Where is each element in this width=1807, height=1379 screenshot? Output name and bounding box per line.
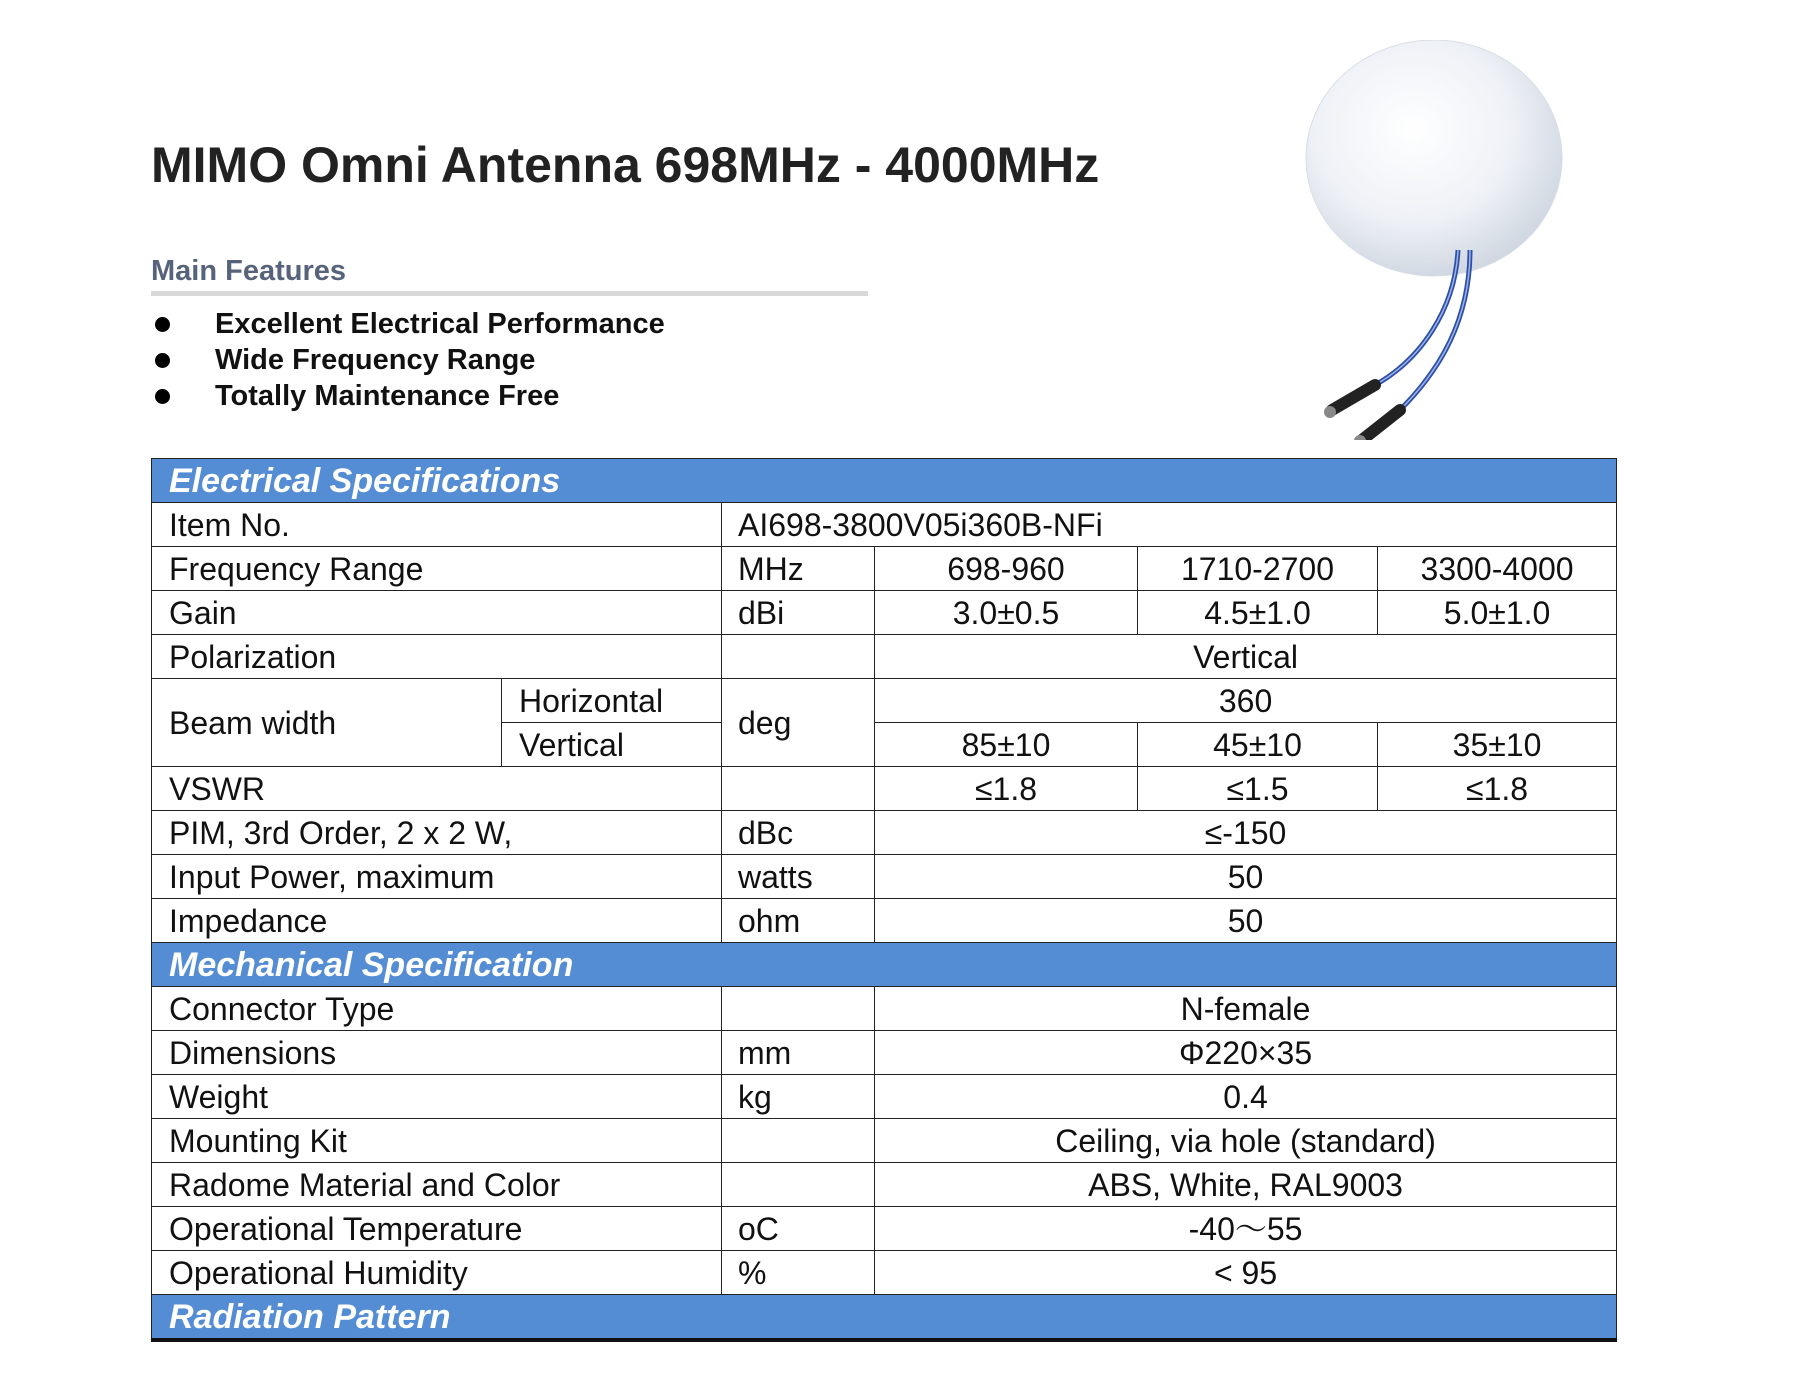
row-unit: deg: [722, 679, 875, 767]
table-row: [152, 855, 1617, 899]
vertical-beam-value: 45±10: [1138, 723, 1378, 767]
section-title: Radiation Pattern: [152, 1295, 1617, 1341]
features-heading: Main Features: [151, 255, 346, 287]
row-value: ABS, White, RAL9003: [875, 1163, 1617, 1207]
row-sublabel: Vertical: [502, 723, 722, 767]
vertical-beam-value: 85±10: [875, 723, 1138, 767]
gain-value: 4.5±1.0: [1138, 591, 1378, 635]
features-divider: [151, 291, 868, 296]
row-label: Operational Humidity: [152, 1251, 722, 1295]
table-row: [152, 503, 1617, 547]
vswr-value: ≤1.5: [1138, 767, 1378, 811]
section-header-radiation: [152, 1295, 1617, 1341]
section-header-electrical: [152, 459, 1617, 503]
row-label: Operational Temperature: [152, 1207, 722, 1251]
row-unit: watts: [722, 855, 875, 899]
antenna-product-image: [1290, 40, 1570, 440]
feature-text: Excellent Electrical Performance: [215, 308, 665, 340]
feature-text: Wide Frequency Range: [215, 344, 536, 376]
vertical-beam-value: 35±10: [1378, 723, 1617, 767]
table-row: [152, 1207, 1617, 1251]
row-label: Radome Material and Color: [152, 1163, 722, 1207]
row-unit: [722, 635, 875, 679]
row-label: Polarization: [152, 635, 722, 679]
vswr-value: ≤1.8: [875, 767, 1138, 811]
row-sublabel: Horizontal: [502, 679, 722, 723]
row-value: < 95: [875, 1251, 1617, 1295]
table-row: [152, 547, 1617, 591]
section-title: Electrical Specifications: [152, 459, 1617, 503]
frequency-band-value: 1710-2700: [1138, 547, 1378, 591]
row-label: Mounting Kit: [152, 1119, 722, 1163]
bullet-icon: [155, 389, 170, 404]
table-row: [152, 987, 1617, 1031]
vswr-value: ≤1.8: [1378, 767, 1617, 811]
table-row: [152, 811, 1617, 855]
gain-value: 3.0±0.5: [875, 591, 1138, 635]
row-label: Dimensions: [152, 1031, 722, 1075]
page-title: MIMO Omni Antenna 698MHz - 4000MHz: [151, 137, 1100, 193]
table-row: [152, 1031, 1617, 1075]
row-value: N-female: [875, 987, 1617, 1031]
bullet-icon: [155, 353, 170, 368]
row-value: Ceiling, via hole (standard): [875, 1119, 1617, 1163]
polarization-value: Vertical: [875, 635, 1617, 679]
gain-value: 5.0±1.0: [1378, 591, 1617, 635]
row-unit: %: [722, 1251, 875, 1295]
row-unit: [722, 987, 875, 1031]
bullet-icon: [155, 317, 170, 332]
row-unit: dBc: [722, 811, 875, 855]
row-value: Φ220×35: [875, 1031, 1617, 1075]
spec-table: [151, 458, 1617, 1342]
table-row: [152, 591, 1617, 635]
table-row: [152, 1251, 1617, 1295]
impedance-value: 50: [875, 899, 1617, 943]
table-row: [152, 635, 1617, 679]
table-row: [152, 1075, 1617, 1119]
row-unit: [722, 1163, 875, 1207]
row-unit: MHz: [722, 547, 875, 591]
row-label: Item No.: [152, 503, 722, 547]
table-row: [152, 1119, 1617, 1163]
pim-value: ≤-150: [875, 811, 1617, 855]
row-label: PIM, 3rd Order, 2 x 2 W,: [152, 811, 722, 855]
row-label: Beam width: [152, 679, 502, 767]
feature-item: [151, 306, 665, 342]
features-list: [151, 306, 665, 414]
item-number-value: AI698-3800V05i360B-NFi: [722, 503, 1617, 547]
row-label: Frequency Range: [152, 547, 722, 591]
row-label: Gain: [152, 591, 722, 635]
row-label: Weight: [152, 1075, 722, 1119]
feature-item: [151, 378, 665, 414]
row-value: -40～55: [875, 1207, 1617, 1251]
feature-text: Totally Maintenance Free: [215, 380, 560, 412]
table-row: [152, 679, 1617, 723]
row-label: Connector Type: [152, 987, 722, 1031]
table-row: [152, 1163, 1617, 1207]
input-power-value: 50: [875, 855, 1617, 899]
feature-item: [151, 342, 665, 378]
row-unit: [722, 1119, 875, 1163]
table-row: [152, 767, 1617, 811]
horizontal-beam-value: 360: [875, 679, 1617, 723]
row-unit: oC: [722, 1207, 875, 1251]
section-title: Mechanical Specification: [152, 943, 1617, 987]
section-header-mechanical: [152, 943, 1617, 987]
row-unit: ohm: [722, 899, 875, 943]
frequency-band-value: 698-960: [875, 547, 1138, 591]
row-unit: [722, 767, 875, 811]
row-label: Input Power, maximum: [152, 855, 722, 899]
row-value: 0.4: [875, 1075, 1617, 1119]
row-label: Impedance: [152, 899, 722, 943]
row-unit: mm: [722, 1031, 875, 1075]
row-label: VSWR: [152, 767, 722, 811]
table-row: [152, 899, 1617, 943]
row-unit: dBi: [722, 591, 875, 635]
frequency-band-value: 3300-4000: [1378, 547, 1617, 591]
row-unit: kg: [722, 1075, 875, 1119]
